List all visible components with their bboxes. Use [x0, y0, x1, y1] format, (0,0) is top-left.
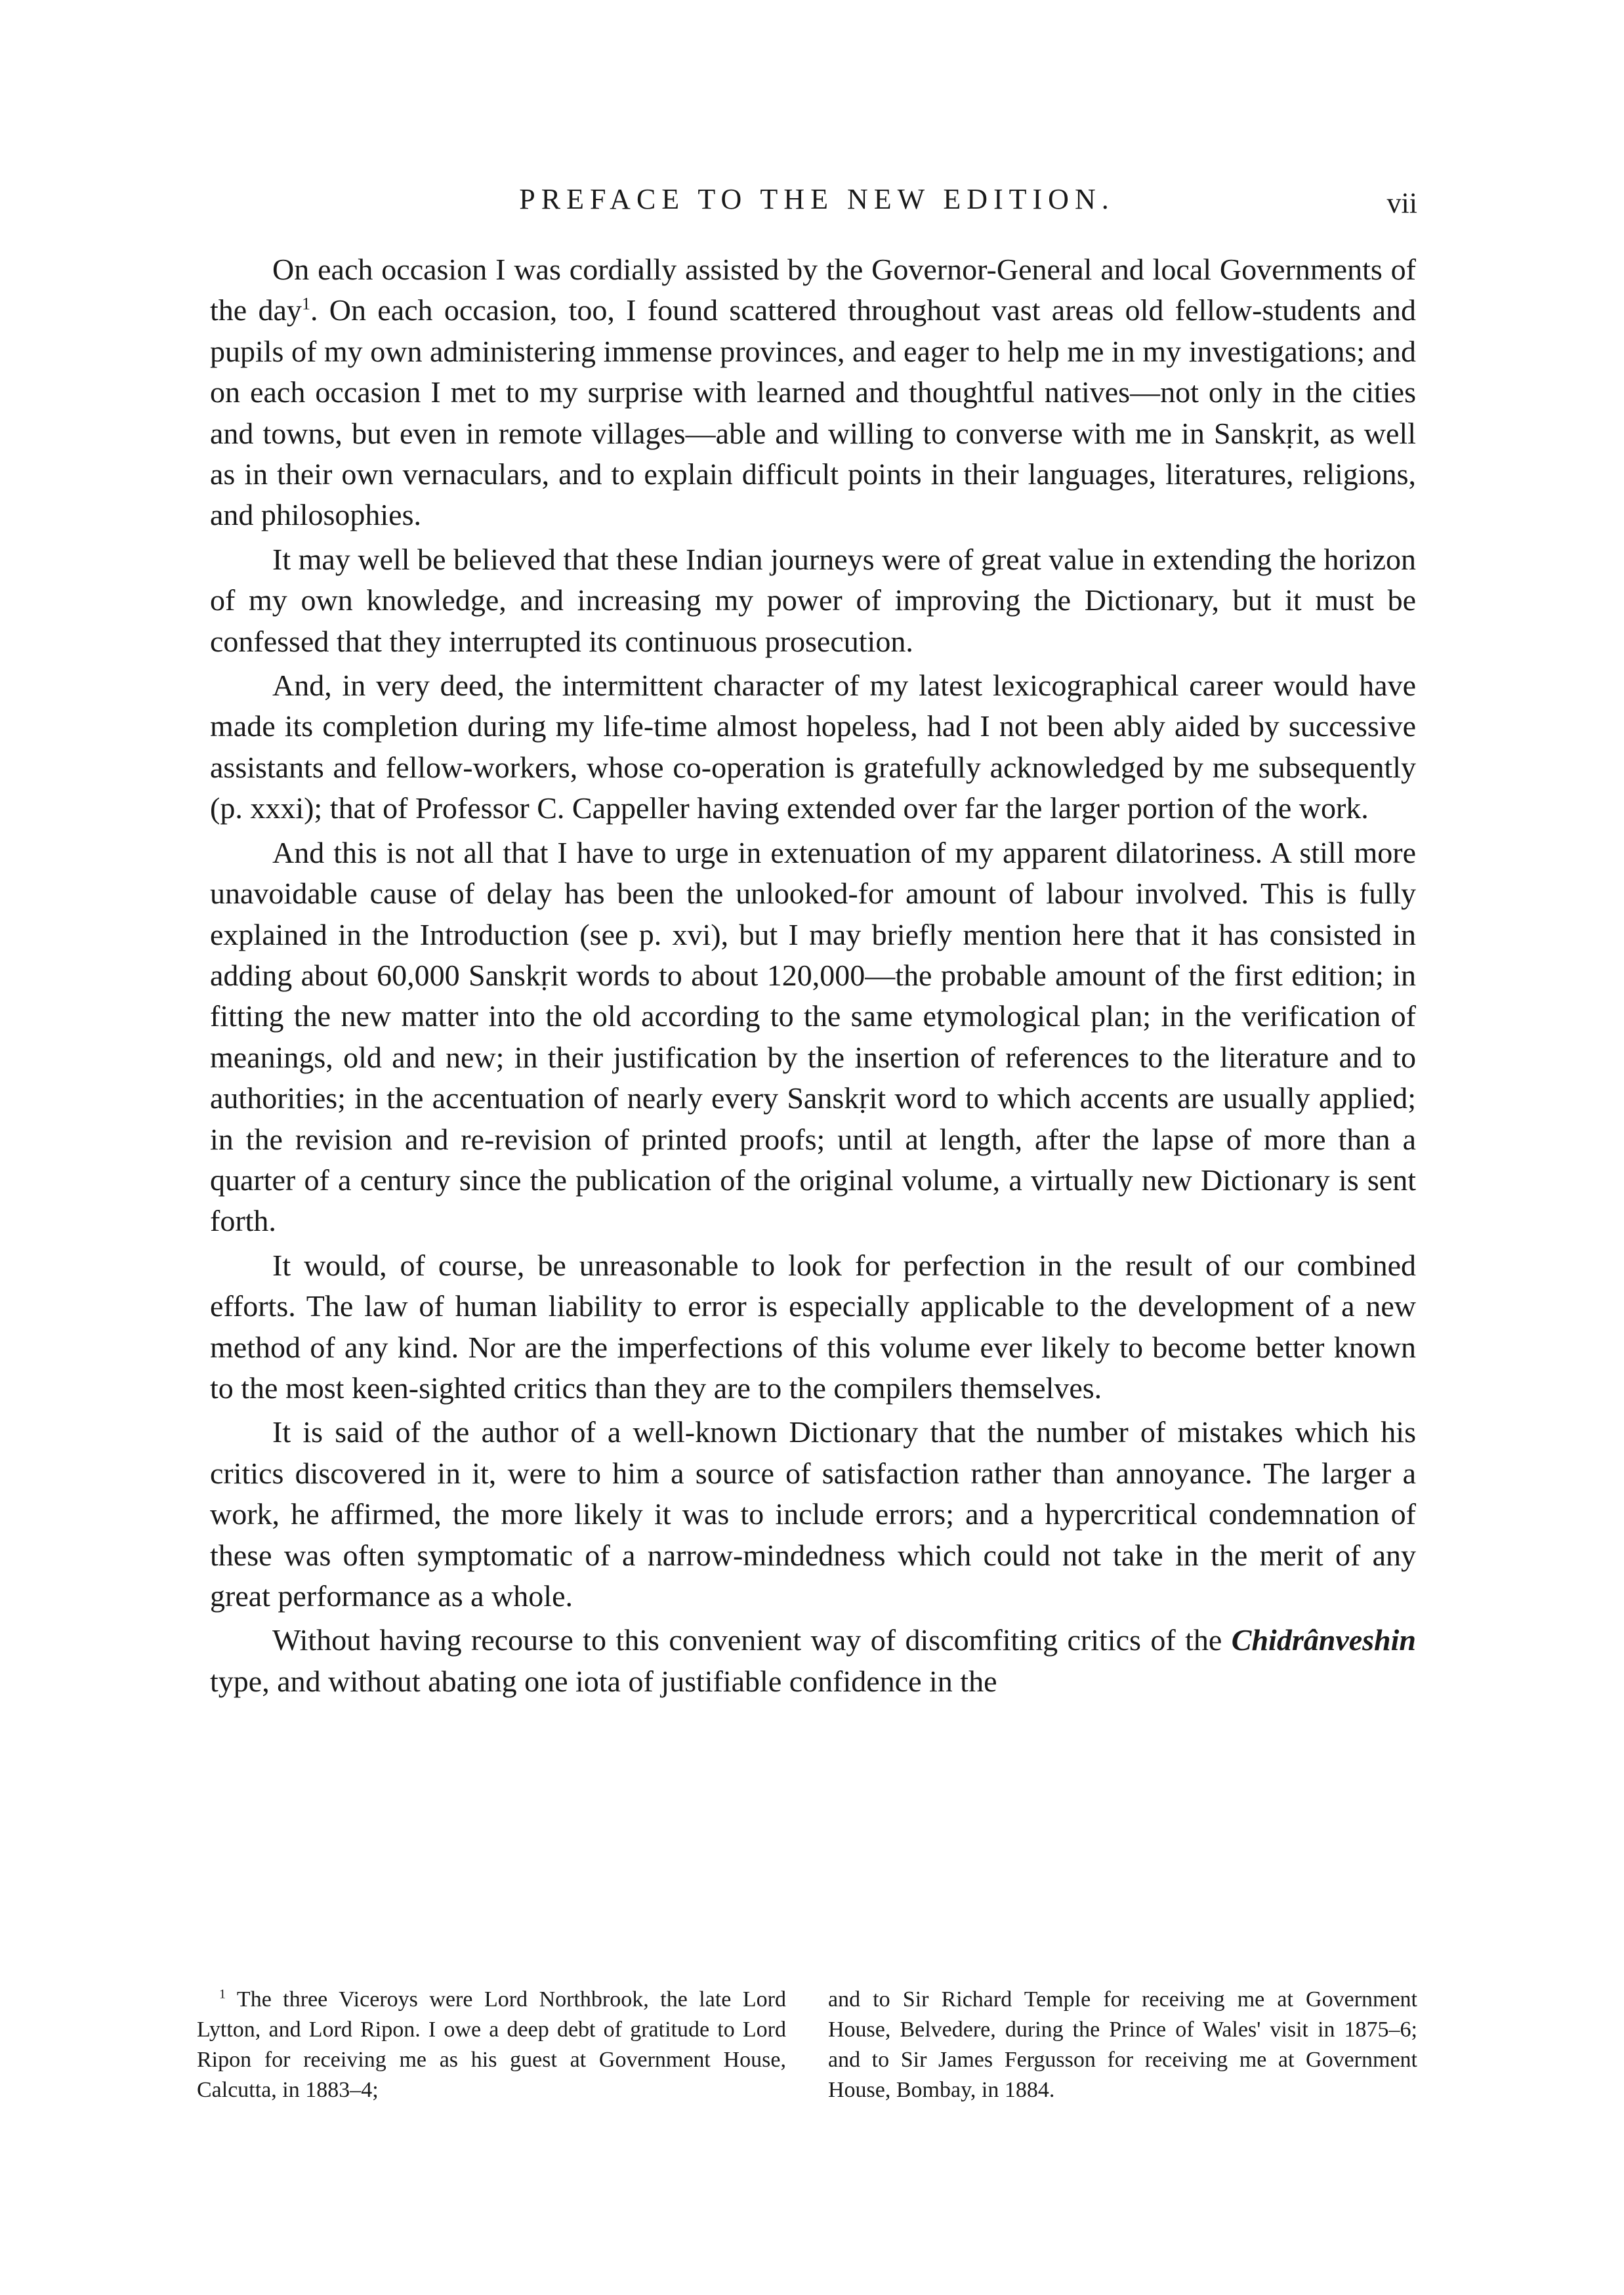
paragraph-1-text-a: On each occasion I was cordially assisted by the Governor-General and local Governments of the day: [210, 253, 1416, 327]
running-header-title: PREFACE TO THE NEW EDITION.: [519, 183, 1115, 215]
footnote-reference: 1: [301, 295, 310, 314]
paragraph-1: [210, 249, 1416, 536]
body-text: [210, 249, 1416, 1705]
paragraph-7-text-b: type, and without abating one iota of justifiable confidence in the: [210, 1664, 997, 1698]
paragraph-6: It is said of the author of a well-known Dictionary that the number of mistakes which his critics discovered in it, were to him a source of satisfaction rather than annoyance. The larger a work, he affirmed, the more likely it was to include errors; and a hypercritical condemnation of these was often symptomatic of a narrow-mindedness which could not take in the merit of any great performance as a whole.: [210, 1415, 1416, 1613]
paragraph-7-text-a: Without having recourse to this convenient way of discomfiting critics of the: [272, 1623, 1222, 1657]
paragraph-4: And this is not all that I have to urge in extenuation of my apparent dilatoriness. A still more unavoidable cause of delay has been the unlooked-for amount of labour involved. This is fully explained in the Introduction (see p. xvi), but I may briefly mention here that it has consisted in adding about 60,000 Sanskṛit words to about 120,000—the probable amount of the first edition; in fitting the new matter into the old according to the same etymological plan; in the verification of meanings, old and new; in their justification by the insertion of references to the literature and to authorities; in the accentuation of nearly every Sanskṛit word to which accents are usually applied; in the revision and re-revision of printed proofs; until at length, after the lapse of more than a quarter of a century since the publication of the original volume, a virtually new Dictionary is sent forth.: [210, 835, 1416, 1238]
page-header: [217, 182, 1417, 228]
footnote-left-text: The three Viceroys were Lord Northbrook, the late Lord Lytton, and Lord Ripon. I owe a deep debt of gratitude to Lord Ripon for receiving me as his guest at Government House, Calcutta, in 1883–4;: [197, 1987, 787, 2102]
page-number: vii: [1386, 187, 1417, 219]
paragraph-1-text-b: . On each occasion, too, I found scattered throughout vast areas old fellow-students and pupils of my own administering immense provinces, and eager to help me in my investigations; and on each occasion I met to my surprise with learned and thoughtful natives—not only in the cities and towns, but even in remote villages—able and willing to converse with me in Sanskṛit, as well as in their own vernaculars, and to explain difficult points in their languages, literatures, religions, and philosophies.: [210, 293, 1416, 532]
paragraph-5: It would, of course, be unreasonable to look for perfection in the result of our combined efforts. The law of human liability to error is especially applicable to the development of a new method of any kind. Nor are the imperfections of this volume ever likely to become better known to the most keen-sighted critics than they are to the compilers themselves.: [210, 1248, 1416, 1405]
footnote-right-column: and to Sir Richard Temple for receiving me at Government House, Belvedere, during the Prince of Wales' visit in 1875–6; and to Sir James Fergusson for receiving me at Government House, Bombay, in 1884.: [828, 1987, 1417, 2102]
footnote-marker: 1: [219, 1987, 226, 2002]
footnotes: [197, 1985, 1417, 2105]
footnote-left-column: [197, 1985, 786, 2105]
italic-term: Chidrânveshin: [1231, 1623, 1417, 1657]
paragraph-7: [210, 1620, 1416, 1702]
paragraph-2: It may well be believed that these Indian journeys were of great value in extending the horizon of my own knowledge, and increasing my power of improving the Dictionary, but it must be confessed that they interrupted its continuous prosecution.: [210, 542, 1416, 658]
paragraph-3: And, in very deed, the intermittent character of my latest lexicographical career would have made its completion during my life-time almost hopeless, had I not been ably aided by successive assistants and fellow-workers, whose co-operation is gratefully acknowledged by me subsequently (p. xxxi); that of Professor C. Cappeller having extended over far the larger portion of the work.: [210, 669, 1416, 825]
